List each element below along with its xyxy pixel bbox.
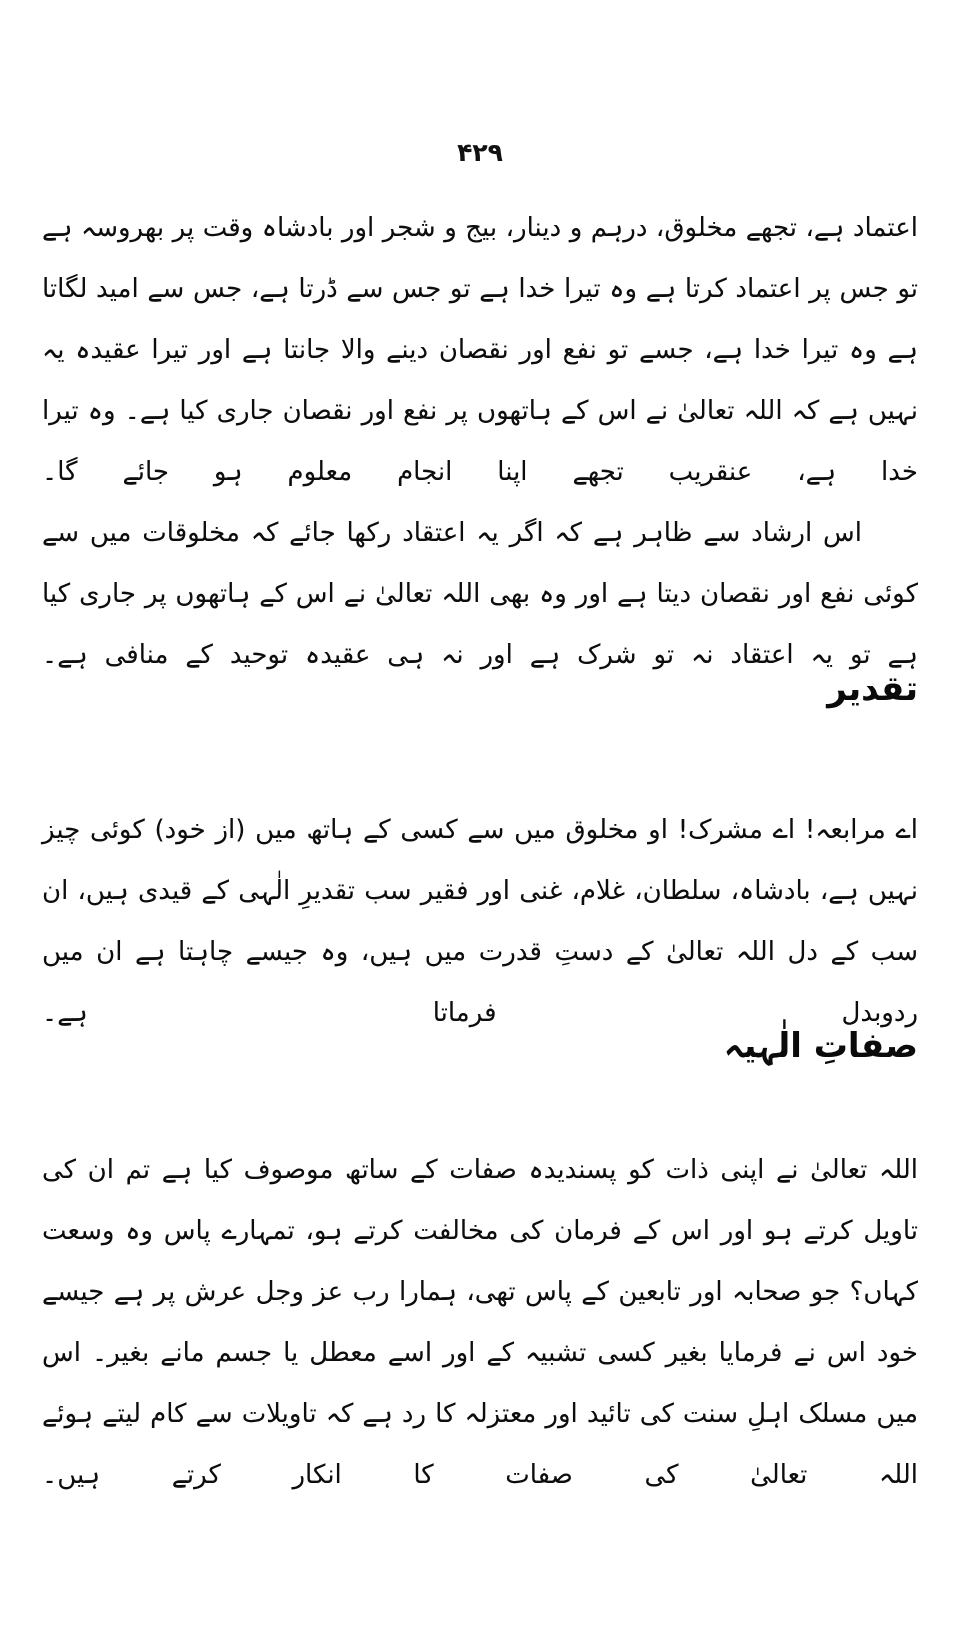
- paragraph-block-sifaat: [42, 1140, 918, 1506]
- paragraph: اس ارشاد سے ظاہر ہے کہ اگر یہ اعتقاد رکھا جائے کہ مخلوقات میں سے کوئی نفع اور نقصان دیتا ہے اور وہ بھی اللہ تعالیٰ نے اس کے ہاتھوں پر جاری کیا ہے تو یہ اعتقاد نہ تو شرک ہے اور نہ ہی عقیدہ توحید کے منافی ہے۔: [42, 518, 918, 670]
- paragraph: اعتماد ہے، تجھے مخلوق، درہم و دینار، بیج و شجر اور بادشاہ وقت پر بھروسہ ہے تو جس پر اعتماد کرتا ہے وہ تیرا خدا ہے تو جس سے ڈرتا ہے، جس سے امید لگاتا ہے وہ تیرا خدا ہے، جسے تو نفع اور نقصان دینے والا جانتا ہے اور تیرا عقیدہ یہ نہیں ہے کہ اللہ تعالیٰ نے اس کے ہاتھوں پر نفع اور نقصان جاری کیا ہے۔ وہ تیرا خدا ہے، عنقریب تجھے اپنا انجام معلوم ہو جائے گا۔: [42, 213, 918, 487]
- section-heading-sifaat-e-ilahiyya: صفاتِ الٰہیہ: [723, 1026, 918, 1066]
- paragraph-block-taqdeer: [42, 800, 918, 1044]
- paragraph-block-opening: [42, 198, 918, 686]
- paragraph: اللہ تعالیٰ نے اپنی ذات کو پسندیدہ صفات کے ساتھ موصوف کیا ہے تم ان کی تاویل کرتے ہو اور اس کے فرمان کی مخالفت کرتے ہو، تمہارے پاس وہ وسعت کہاں؟ جو صحابہ اور تابعین کے پاس تھی، ہمارا رب عز وجل عرش پر ہے جیسے خود اس نے فرمایا بغیر کسی تشبیہ کے اور اسے معطل یا جسم مانے بغیر۔ اس میں مسلک اہلِ سنت کی تائید اور معتزلہ کا رد ہے کہ تاویلات سے کام لیتے ہوئے اللہ تعالیٰ کی صفات کا انکار کرتے ہیں۔: [42, 1155, 918, 1490]
- paragraph: اے مرابعہ! اے مشرک! او مخلوق میں سے کسی کے ہاتھ میں (از خود) کوئی چیز نہیں ہے، بادشاہ، سلطان، غلام، غنی اور فقیر سب تقدیرِ الٰہی کے قیدی ہیں، ان سب کے دل اللہ تعالیٰ کے دستِ قدرت میں ہیں، وہ جیسے چاہتا ہے ان میں ردوبدل فرماتا ہے۔: [42, 815, 918, 1028]
- section-heading-taqdeer: تقدیر: [827, 669, 918, 709]
- page-number: ۴۲۹: [457, 138, 503, 167]
